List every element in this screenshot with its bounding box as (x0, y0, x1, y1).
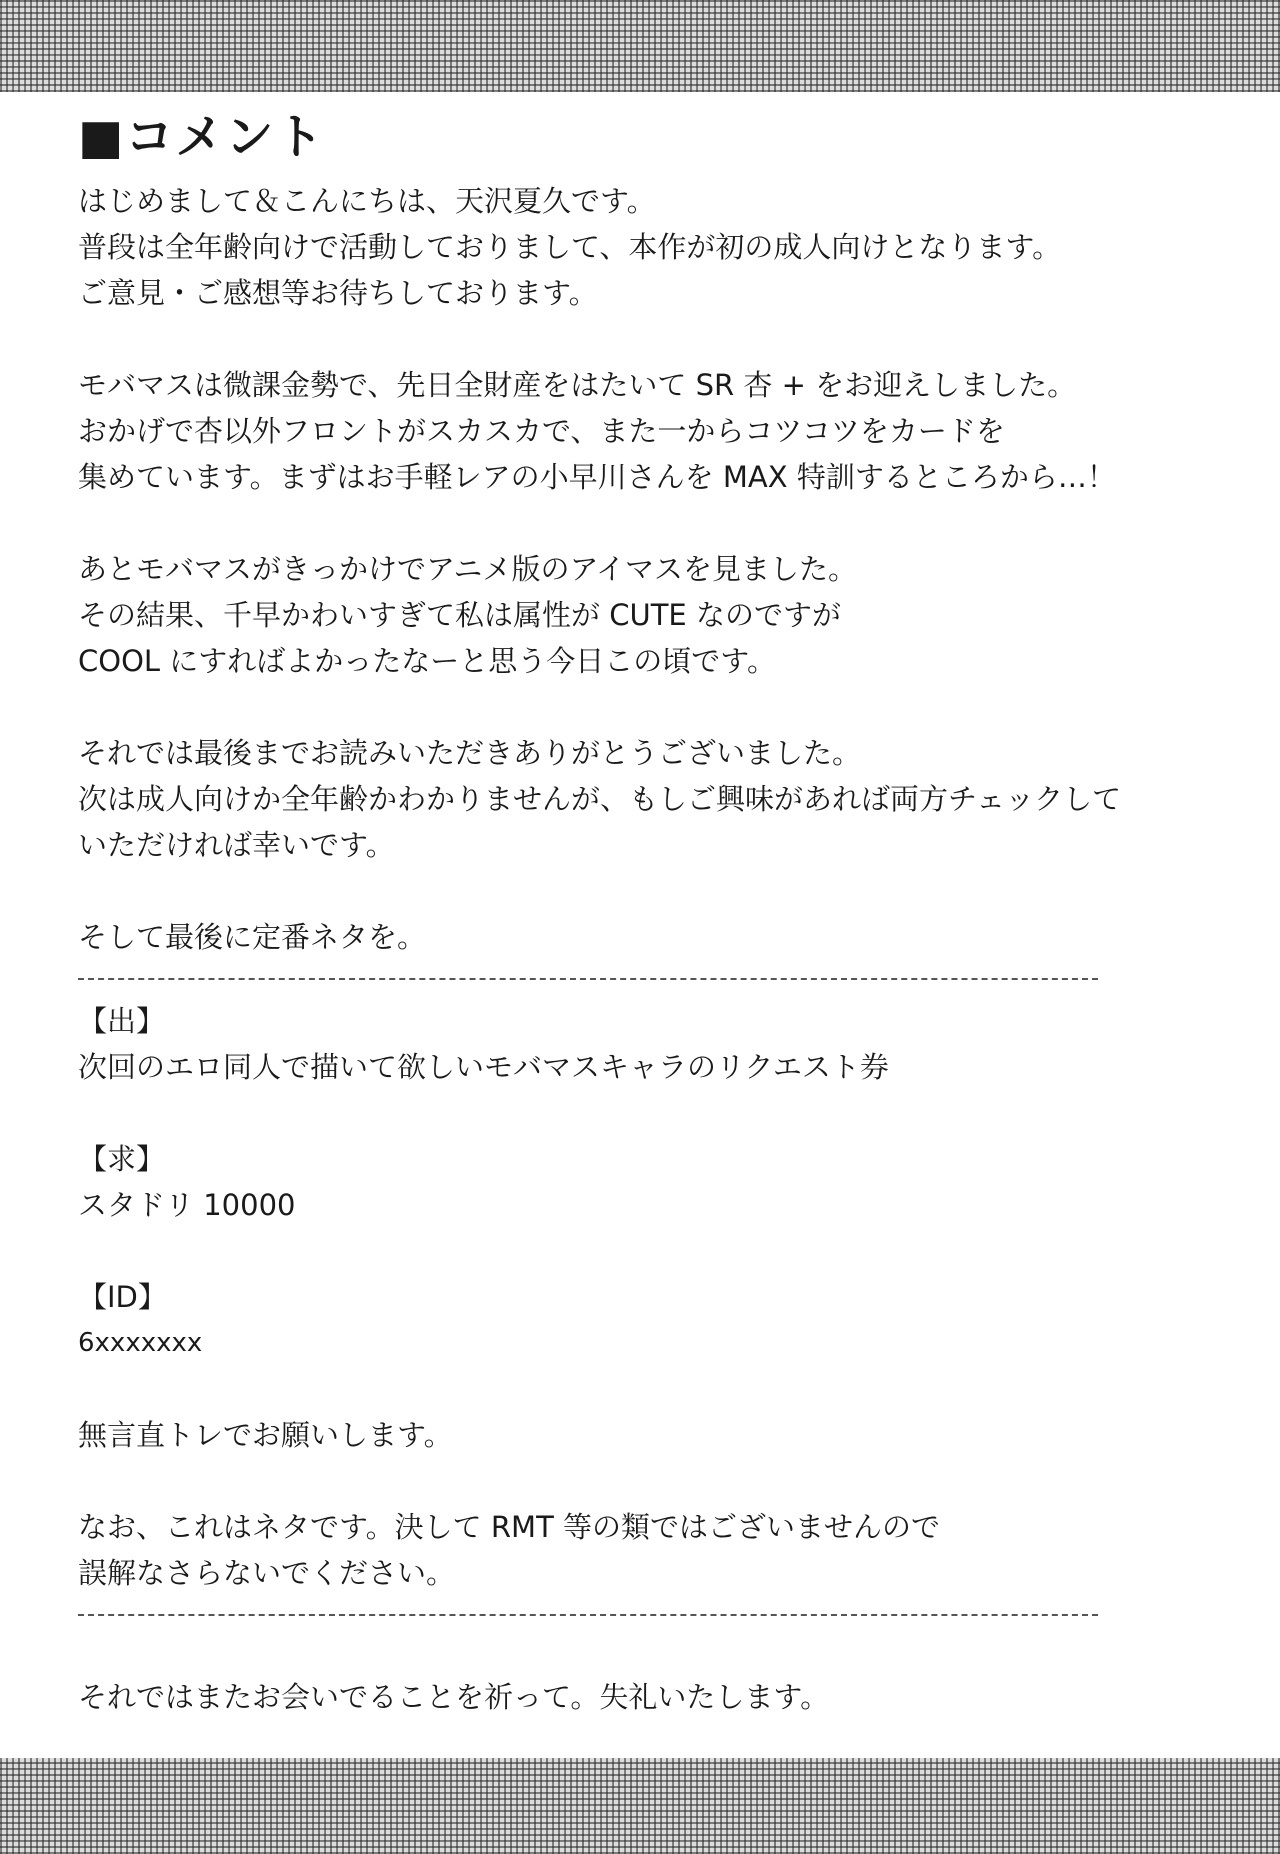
text-line: 誤解なさらないでください。 (78, 1556, 456, 1590)
text-line: 次は成人向けか全年齢かわかりませんが、もしご興味があれば両方チェックして (78, 782, 1122, 816)
want-label: 【求】 (78, 1142, 166, 1176)
want-value: スタドリ 10000 (78, 1188, 296, 1222)
paragraph-greeting (78, 178, 1208, 316)
text-line: モバマスは微課金勢で、先日全財産をはたいて SR 杏 + をお迎えしました。 (78, 368, 1077, 402)
id-value: 6xxxxxxx (78, 1328, 203, 1358)
dashed-divider (78, 1596, 1208, 1634)
text-line: COOL にすればよかったなーと思う今日この頃です。 (78, 644, 776, 678)
request-line: 無言直トレでお願いします。 (78, 1418, 453, 1452)
disclaimer (78, 1504, 1208, 1596)
offer-value: 次回のエロ同人で描いて欲しいモバマスキャラのリクエスト券 (78, 1050, 889, 1084)
text-line: 普段は全年齢向けで活動しておりまして、本作が初の成人向けとなります。 (78, 230, 1062, 264)
text-line: いただければ幸いです。 (78, 828, 395, 862)
text-line: それでは最後までお読みいただきありがとうございました。 (78, 736, 862, 770)
closing-line: それではまたお会いでることを祈って。失礼いたします。 (78, 1680, 830, 1714)
text-line: なお、これはネタです。決して RMT 等の類ではございませんので (78, 1510, 941, 1544)
text-line: おかげで杏以外フロントがスカスカで、また一からコツコツをカードを (78, 414, 1005, 448)
paragraph-game (78, 362, 1208, 500)
text-line: ご意見・ご感想等お待ちしております。 (78, 276, 598, 310)
comment-section (78, 96, 1208, 1720)
text-line: 集めています。まずはお手軽レアの小早川さんを MAX 特訓するところから…！ (78, 460, 1116, 494)
text-line: はじめまして＆こんにちは、天沢夏久です。 (78, 184, 656, 218)
paragraph-anime (78, 546, 1208, 684)
id-label: 【ID】 (78, 1280, 167, 1314)
plaid-border-top (0, 0, 1280, 92)
dashed-divider (78, 960, 1208, 998)
plaid-border-bottom (0, 1758, 1280, 1854)
text-line: あとモバマスがきっかけでアニメ版のアイマスを見ました。 (78, 552, 857, 586)
neta-intro: そして最後に定番ネタを。 (78, 920, 427, 954)
paragraph-thanks (78, 730, 1208, 868)
page-title: ■コメント (78, 108, 326, 165)
text-line: その結果、千早かわいすぎて私は属性が CUTE なのですが (78, 598, 841, 632)
offer-label: 【出】 (78, 1004, 166, 1038)
